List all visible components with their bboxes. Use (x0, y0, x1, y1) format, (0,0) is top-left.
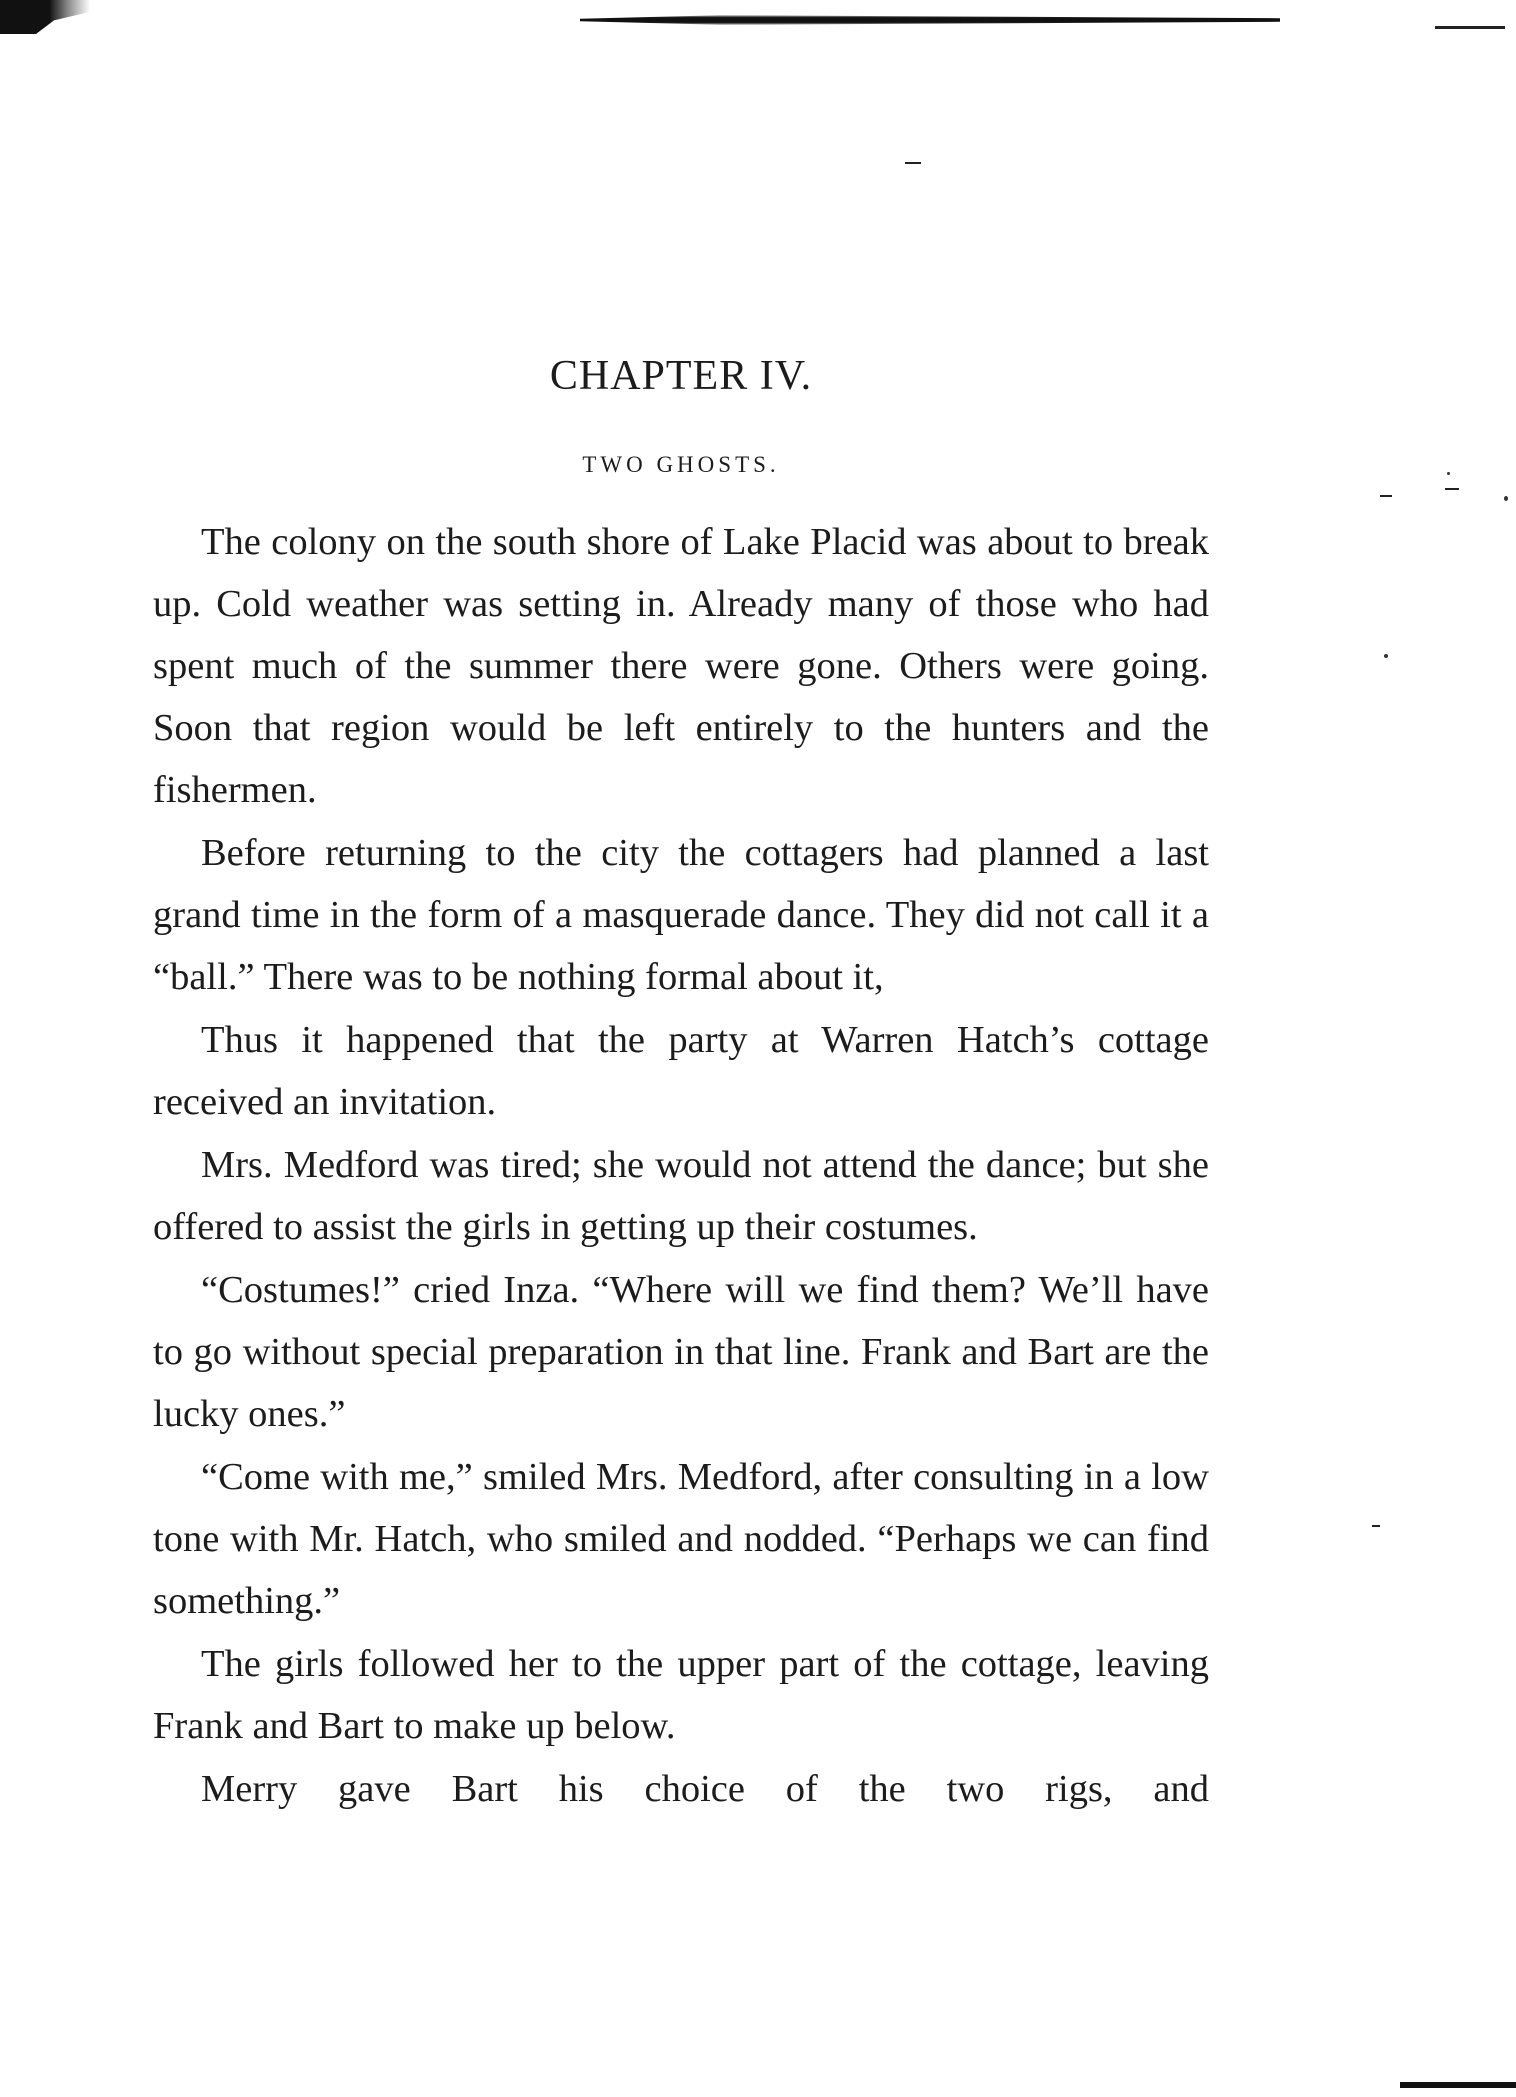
scan-speck (1380, 495, 1392, 497)
scan-speck (1447, 472, 1450, 475)
scan-speck (1372, 1525, 1380, 1527)
scan-top-rule (580, 14, 1280, 26)
chapter-title: CHAPTER IV. (549, 353, 813, 399)
chapter-subtitle: TWO GHOSTS. (582, 452, 780, 477)
scan-speck (1504, 496, 1508, 501)
paragraph: The girls followed her to the upper part of the cottage, leaving Frank and Bart to make up below. (153, 1643, 1209, 1747)
paragraph: Mrs. Medford was tired; she would not attend the dance; but she offered to assist the girls in getting up their costumes. (153, 1144, 1209, 1248)
paragraph: The colony on the south shore of Lake Placid was about to break up. Cold weather was setting in. Already many of those who had spent much of the summer there were gone. Others were going. Soon that region would be left entirely to the hunters and the fishermen. (153, 521, 1209, 811)
scan-corner-mark (0, 0, 90, 34)
paragraph: “Come with me,” smiled Mrs. Medford, after consulting in a low tone with Mr. Hatch, who smiled and nodded. “Perhaps we can find something.” (153, 1456, 1209, 1622)
scan-bottom-rule (1400, 2082, 1516, 2088)
paragraph: Merry gave Bart his choice of the two rigs, and (201, 1768, 1209, 1810)
scan-speck (1384, 654, 1388, 658)
chapter-body (153, 511, 1209, 1821)
paragraph: “Costumes!” cried Inza. “Where will we find them? We’ll have to go without special preparation in that line. Frank and Bart are the lucky ones.” (153, 1269, 1209, 1435)
scan-speck (1445, 488, 1459, 490)
paragraph: Thus it happened that the party at Warren Hatch’s cottage received an invitation. (153, 1019, 1209, 1123)
scan-top-rule-right (1435, 26, 1505, 29)
scan-speck (905, 162, 921, 164)
paragraph: Before returning to the city the cottagers had planned a last grand time in the form of a masquerade dance. They did not call it a “ball.” There was to be nothing formal about it, (153, 832, 1209, 998)
